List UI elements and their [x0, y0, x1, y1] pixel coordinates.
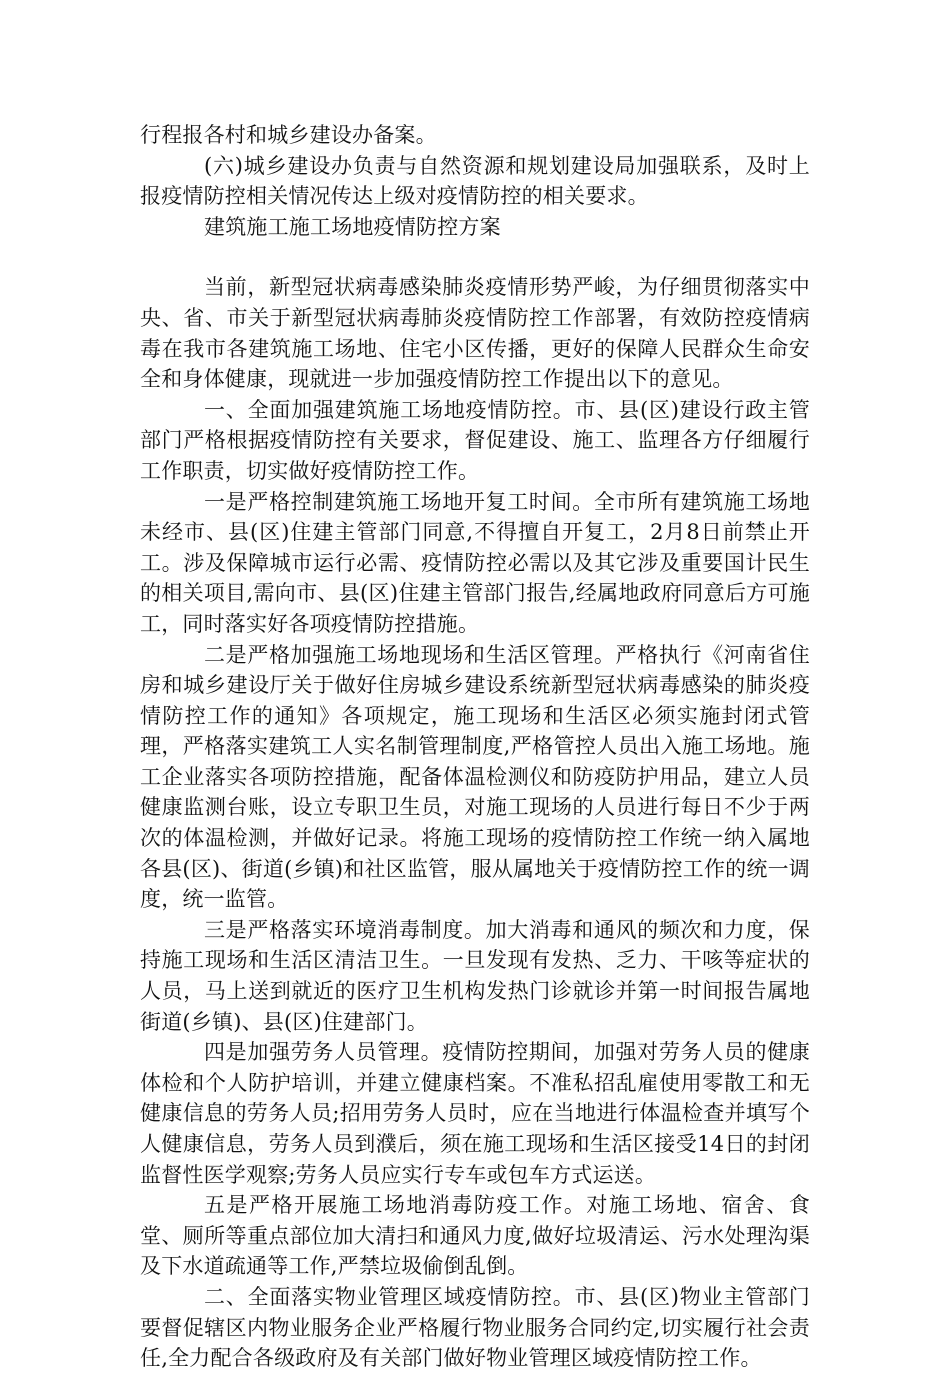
paragraph-point-three: 三是严格落实环境消毒制度。加大消毒和通风的频次和力度，保持施工现场和生活区清洁卫生。一旦发现有发热、乏力、干咳等症状的人员，马上送到就近的医疗卫生机构发热门诊就诊并第一时间报告属地街道(乡镇)、县(区)住建部门。 — [140, 917, 810, 1034]
paragraph-point-five: 五是严格开展施工场地消毒防疫工作。对施工场地、宿舍、食堂、厕所等重点部位加大清扫和通风力度,做好垃圾清运、污水处理沟渠及下水道疏通等工作,严禁垃圾偷倒乱倒。 — [140, 1193, 810, 1279]
document-body — [140, 120, 810, 1374]
paragraph-point-two: 二是严格加强施工场地现场和生活区管理。严格执行《河南省住房和城乡建设厅关于做好住房城乡建设系统新型冠状病毒感染的肺炎疫情防控工作的通知》各项规定，施工现场和生活区必须实施封闭式管理，严格落实建筑工人实名制管理制度,严格管控人员出入施工场地。施工企业落实各项防控措施，配备体温检测仪和防疫防护用品，建立人员健康监测台账，设立专职卫生员，对施工现场的人员进行每日不少于两次的体温检测，并做好记录。将施工现场的疫情防控工作统一纳入属地各县(区)、街道(乡镇)和社区监管，服从属地关于疫情防控工作的统一调度，统一监管。 — [140, 642, 810, 912]
paragraph-point-one: 一是严格控制建筑施工场地开复工时间。全市所有建筑施工场地未经市、县(区)住建主管部门同意,不得擅自开复工，2月8日前禁止开工。涉及保障城市运行必需、疫情防控必需以及其它涉及重要国计民生的相关项目,需向市、县(区)住建主管部门报告,经属地政府同意后方可施工，同时落实好各项疫情防控措施。 — [140, 489, 810, 636]
paragraph-item-six: (六)城乡建设办负责与自然资源和规划建设局加强联系，及时上报疫情防控相关情况传达上级对疫情防控的相关要求。 — [140, 153, 810, 209]
paragraph-section-one: 一、全面加强建筑施工场地疫情防控。市、县(区)建设行政主管部门严格根据疫情防控有关要求，督促建设、施工、监理各方仔细履行工作职责，切实做好疫情防控工作。 — [140, 397, 810, 483]
paragraph-section-two: 二、全面落实物业管理区域疫情防控。市、县(区)物业主管部门要督促辖区内物业服务企业严格履行物业服务合同约定,切实履行社会责任,全力配合各级政府及有关部门做好物业管理区域疫情防控工作。 — [140, 1284, 810, 1371]
section-title: 建筑施工施工场地疫情防控方案 — [204, 214, 501, 239]
paragraph-intro: 当前，新型冠状病毒感染肺炎疫情形势严峻，为仔细贯彻落实中央、省、市关于新型冠状病毒肺炎疫情防控工作部署，有效防控疫情病毒在我市各建筑施工场地、住宅小区传播，更好的保障人民群众生命安全和身体健康，现就进一步加强疫情防控工作提出以下的意见。 — [140, 275, 810, 392]
paragraph-continuation: 行程报各村和城乡建设办备案。 — [140, 123, 437, 147]
paragraph-point-four: 四是加强劳务人员管理。疫情防控期间，加强对劳务人员的健康体检和个人防护培训，并建立健康档案。不准私招乱雇使用零散工和无健康信息的劳务人员;招用劳务人员时，应在当地进行体温检查并填写个人健康信息，劳务人员到濮后，须在施工现场和生活区接受14日的封闭监督性医学观察;劳务人员应实行专车或包车方式运送。 — [140, 1040, 810, 1187]
